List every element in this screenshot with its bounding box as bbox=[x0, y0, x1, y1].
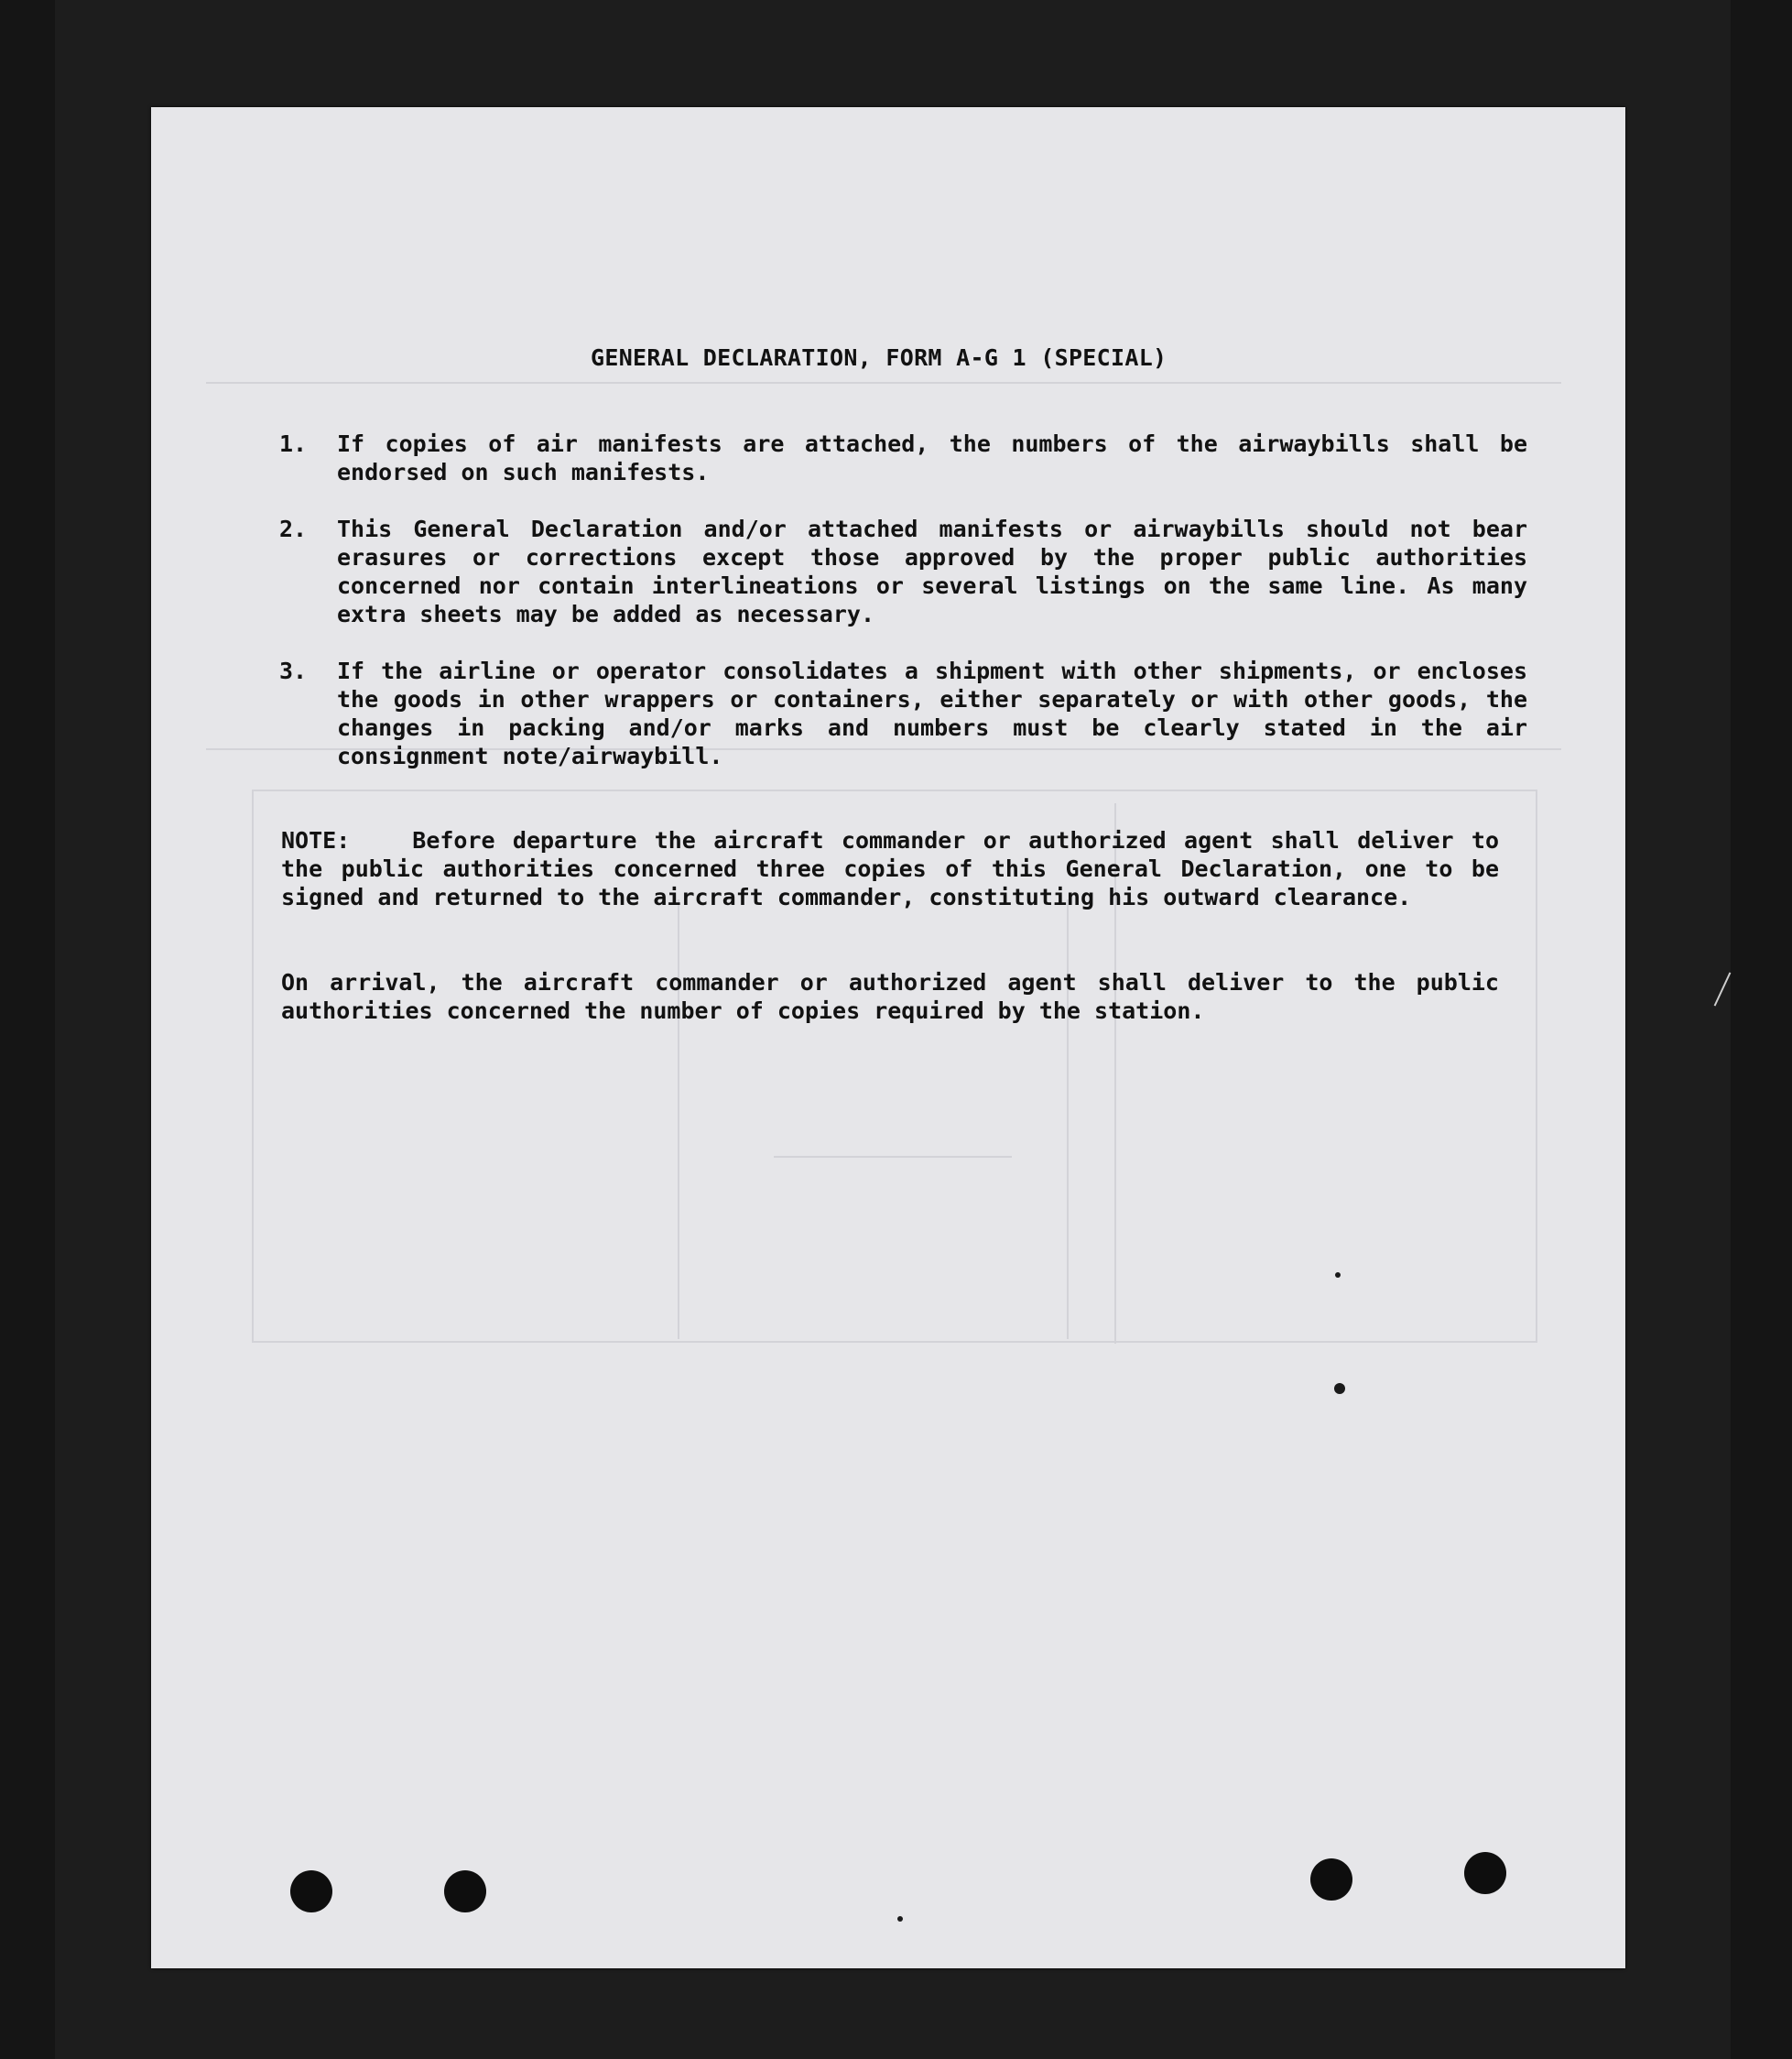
punch-hole bbox=[444, 1870, 486, 1912]
note-paragraph bbox=[281, 826, 1499, 911]
arrival-text: On arrival, the aircraft commander or authorized agent shall deliver to the public authorities concerned the number of copies required by the station. bbox=[281, 969, 1499, 1024]
speck bbox=[1334, 1383, 1345, 1394]
item-text: If copies of air manifests are attached, the numbers of the airwaybills shall be endorsed on such manifests. bbox=[337, 430, 1527, 485]
speck bbox=[897, 1916, 903, 1922]
document-page bbox=[151, 107, 1625, 1968]
page-title: GENERAL DECLARATION, FORM A-G 1 (SPECIAL) bbox=[591, 344, 1168, 371]
document-body bbox=[151, 107, 1625, 1968]
item-text: This General Declaration and/or attached manifests or airwaybills should not bear erasures or corrections except those approved by the proper public authorities concerned nor contain interlineations or several listings on the same line. As many extra sheets may be added as necessary. bbox=[337, 516, 1527, 627]
note-text: Before departure the aircraft commander or authorized agent shall deliver to the public authorities concerned three copies of this General Declaration, one to be signed and returned to the aircraft commander, constituting his outward clearance. bbox=[281, 827, 1499, 910]
item-text: If the airline or operator consolidates a shipment with other shipments, or encloses the goods in other wrappers or containers, either separately or with other goods, the changes in packing and/or marks and numbers must be clearly stated in the air consignment note/airwaybill. bbox=[337, 658, 1527, 769]
item-number: 3. bbox=[279, 658, 308, 684]
speck bbox=[1335, 1272, 1341, 1278]
punch-hole bbox=[1310, 1858, 1352, 1901]
punch-hole bbox=[290, 1870, 332, 1912]
punch-hole bbox=[1464, 1852, 1506, 1894]
arrival-paragraph bbox=[281, 968, 1499, 1025]
item-number: 1. bbox=[279, 430, 308, 457]
note-label: NOTE: bbox=[281, 827, 351, 854]
item-number: 2. bbox=[279, 516, 308, 542]
